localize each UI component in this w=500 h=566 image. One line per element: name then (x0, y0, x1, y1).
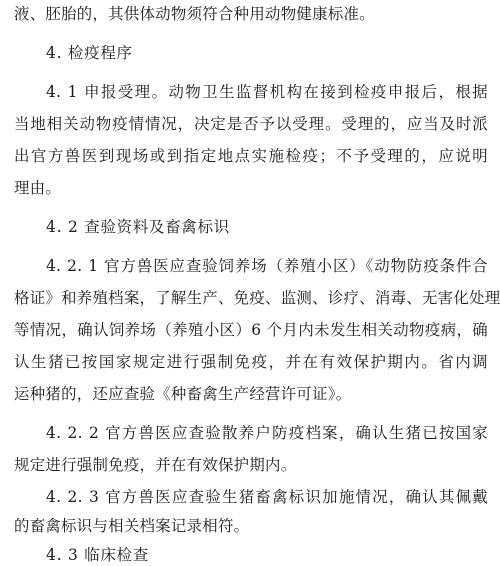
paragraph-line: 4. 2. 2 官方兽医应查验散养户防疫档案，确认生猪已按国家 (46, 424, 488, 442)
paragraph-line: 4. 2. 3 官方兽医应查验生猪畜禽标识加施情况，确认其佩戴 (46, 488, 488, 506)
paragraph-line: 液、胚胎的，其供体动物须符合种用动物健康标准。 (14, 5, 375, 23)
section-heading-4-3: 4. 3 临床检查 (46, 546, 150, 564)
paragraph-line: 理由。 (14, 179, 62, 197)
paragraph-line: 认生猪已按国家规定进行强制免疫，并在有效保护期内。省内调 (14, 353, 488, 371)
section-heading-4: 4. 检疫程序 (46, 44, 133, 62)
paragraph-line: 等情况，确认饲养场（养殖小区）6 个月内未发生相关动物疫病，确 (14, 321, 488, 339)
paragraph-line: 格证》和养殖档案，了解生产、免疫、监测、诊疗、消毒、无害化处理 (14, 289, 500, 307)
paragraph-line: 规定进行强制免疫，并在有效保护期内。 (14, 456, 297, 474)
paragraph-line: 4. 1 申报受理。动物卫生监督机构在接到检疫申报后，根据 (46, 83, 488, 101)
section-heading-4-2: 4. 2 查验资料及畜禽标识 (46, 218, 230, 236)
paragraph-line: 运种猪的，还应查验《种畜禽生产经营许可证》。 (14, 385, 352, 403)
paragraph-line: 的畜禽标识与相关档案记录相符。 (14, 517, 250, 535)
paragraph-line: 当地相关动物疫情情况，决定是否予以受理。受理的，应当及时派 (14, 115, 488, 133)
paragraph-line: 出官方兽医到现场或到指定地点实施检疫；不予受理的，应说明 (14, 147, 488, 165)
paragraph-line: 4. 2. 1 官方兽医应查验饲养场（养殖小区）《动物防疫条件合 (46, 257, 488, 275)
